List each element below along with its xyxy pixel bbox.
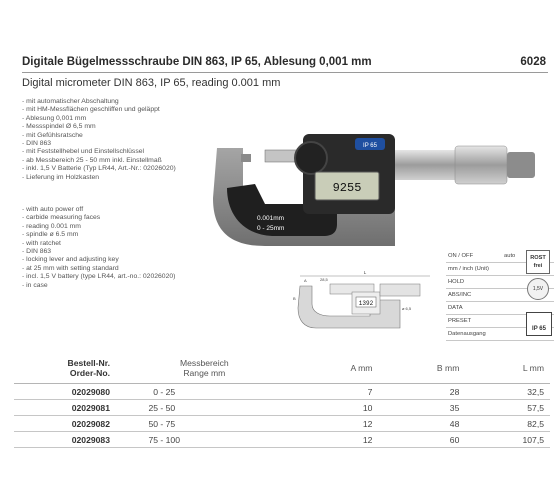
spec-label: ABS/INC — [448, 292, 472, 298]
rust-free-badge — [526, 250, 550, 274]
range-cell: 25 - 50 — [116, 400, 293, 416]
dimension-label-b: B — [293, 296, 296, 301]
feature-item: - DIN 863 — [22, 140, 176, 148]
spec-panel — [446, 250, 554, 341]
table-row — [14, 416, 550, 432]
feature-item: - reading 0.001 mm — [22, 223, 175, 231]
micrometer-product-image — [205, 128, 545, 258]
range-cell: 50 - 75 — [116, 416, 293, 432]
spec-label: mm / inch (Unit) — [448, 266, 489, 272]
feature-item: - DIN 863 — [22, 248, 175, 256]
table-row — [14, 432, 550, 448]
feature-item: - mit Gefühlsratsche — [22, 132, 176, 140]
l-mm-header: L mm — [465, 353, 550, 384]
rust-free-label-2: frei — [533, 263, 543, 269]
thimble[interactable] — [455, 146, 507, 184]
feature-item: - incl. 1,5 V battery (type LR44, art.-no.: 02026020) — [22, 273, 175, 281]
ip65-icon — [526, 312, 552, 336]
battery-icon — [527, 278, 549, 300]
spec-label: ON / OFF — [448, 253, 474, 259]
product-title-german: Digitale Bügelmessschraube DIN 863, IP 65, Ablesung 0,001 mm — [22, 56, 372, 68]
spec-label: DATA — [448, 305, 463, 311]
spec-value: auto — [504, 253, 516, 259]
feature-item: - mit Feststellhebel und Einstellschlüssel — [22, 148, 176, 156]
feature-item: - Ablesung 0,001 mm — [22, 115, 176, 123]
order-number-cell: 02029080 — [14, 384, 116, 400]
anvil — [241, 154, 251, 162]
a-mm-cell: 12 — [293, 432, 379, 448]
feature-item: - in case — [22, 282, 175, 290]
feature-item: - carbide measuring faces — [22, 214, 175, 222]
order-number-cell: 02029082 — [14, 416, 116, 432]
range-header: Messbereich Range mm — [116, 353, 293, 384]
feature-item: - spindle ø 6.5 mm — [22, 231, 175, 239]
table-header-row — [14, 353, 550, 384]
frame-label-resolution: 0.001mm — [257, 215, 285, 222]
diagram-lcd-reading: 1392 — [358, 300, 374, 307]
order-number-cell: 02029083 — [14, 432, 116, 448]
feature-item: - at 25 mm with setting standard — [22, 265, 175, 273]
lock-knob[interactable] — [295, 142, 327, 174]
range-cell: 75 - 100 — [116, 432, 293, 448]
article-number: 6028 — [520, 56, 546, 68]
dimension-label-28-5: 28,5 — [320, 277, 328, 282]
dimension-diagram — [290, 270, 440, 334]
b-mm-cell: 35 — [378, 400, 465, 416]
table-row — [14, 384, 550, 400]
feature-item: - Messspindel Ø 6,5 mm — [22, 123, 176, 131]
range-cell: 0 - 25 — [116, 384, 293, 400]
l-mm-cell: 107,5 — [465, 432, 550, 448]
dimension-label-diameter: ø 6,5 — [402, 306, 412, 311]
order-table — [14, 353, 550, 448]
dimension-label-l: L — [363, 270, 367, 275]
frame-label-range: 0 - 25mm — [257, 225, 285, 232]
spec-label: PRESET — [448, 318, 472, 324]
table-row — [14, 400, 550, 416]
feature-item: - locking lever and adjusting key — [22, 256, 175, 264]
rust-free-label-1: ROST — [530, 255, 546, 261]
ip-badge-label: IP 65 — [363, 143, 377, 149]
l-mm-cell: 82,5 — [465, 416, 550, 432]
l-mm-cell: 32,5 — [465, 384, 550, 400]
spec-label: Datenausgang — [448, 331, 486, 337]
lcd-reading: 9255 — [332, 181, 362, 195]
feature-list-english — [22, 206, 175, 290]
a-mm-cell: 12 — [293, 416, 379, 432]
title-divider — [22, 72, 548, 73]
a-mm-cell: 10 — [293, 400, 379, 416]
spec-label: HOLD — [448, 279, 465, 285]
feature-item: - mit HM-Messflächen geschliffen und geläppt — [22, 106, 176, 114]
l-mm-cell: 57,5 — [465, 400, 550, 416]
a-mm-cell: 7 — [293, 384, 379, 400]
ratchet[interactable] — [507, 152, 535, 178]
feature-item: - with auto power off — [22, 206, 175, 214]
feature-item: - mit automatischer Abschaltung — [22, 98, 176, 106]
order-number-header: Bestell-Nr. Order-No. — [14, 353, 116, 384]
feature-list-german — [22, 98, 176, 182]
feature-item: - Lieferung im Holzkasten — [22, 174, 176, 182]
b-mm-cell: 60 — [378, 432, 465, 448]
dimension-label-a: A — [304, 278, 307, 283]
feature-item: - with ratchet — [22, 240, 175, 248]
sleeve — [395, 150, 455, 180]
a-mm-header: A mm — [293, 353, 379, 384]
order-number-cell: 02029081 — [14, 400, 116, 416]
b-mm-header: B mm — [378, 353, 465, 384]
feature-item: - ab Messbereich 25 - 50 mm inkl. Einstellmaß — [22, 157, 176, 165]
b-mm-cell: 48 — [378, 416, 465, 432]
ip65-label: IP 65 — [532, 326, 546, 332]
product-title-english: Digital micrometer DIN 863, IP 65, reading 0.001 mm — [22, 77, 281, 89]
b-mm-cell: 28 — [378, 384, 465, 400]
diagram-thimble — [380, 284, 420, 296]
feature-item: - inkl. 1,5 V Batterie (Typ LR44, Art.-Nr.: 02026020) — [22, 165, 176, 173]
battery-label: 1,5V — [532, 286, 544, 292]
